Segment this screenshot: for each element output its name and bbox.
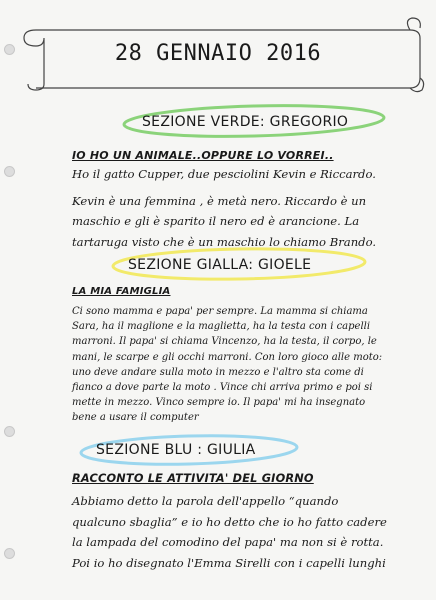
text-line: Abbiamo detto la parola dell'appello “quando [72, 494, 339, 508]
text-line: fianco a dove parte la moto . Vince chi arriva primo e poi si [72, 382, 373, 394]
binder-hole [4, 166, 15, 177]
section-subtitle-gialla: LA MIA FAMIGLIA [72, 286, 171, 297]
section-heading-gialla: SEZIONE GIALLA: GIOELE [128, 257, 312, 273]
binder-hole [4, 548, 15, 559]
section-subtitle-blu: RACCONTO LE ATTIVITA' DEL GIORNO [72, 472, 314, 485]
section-heading-blu: SEZIONE BLU : GIULIA [96, 442, 256, 458]
text-line: mette in mezzo. Vinco sempre io. Il papa' mi ha insegnato [72, 397, 366, 409]
text-line: tartaruga visto che è un maschio lo chiamo Brando. [72, 234, 377, 249]
text-line: Ho il gatto Cupper, due pesciolini Kevin e Riccardo. [72, 167, 376, 181]
text-line: maschio e gli è sparito il nero ed è arancione. La [72, 214, 360, 228]
text-line: qualcuno sbaglia” e io ho detto che io ho fatto cadere [72, 514, 387, 529]
text-line: marroni. Il papa' si chiama Vincenzo, ha la testa, il corpo, le [72, 336, 377, 348]
text-line: la lampada del comodino del papa' ma non si è rotta. [72, 535, 384, 549]
text-line: bene a usare il computer [72, 412, 199, 424]
section-text-blu [72, 491, 387, 573]
text-line: Sara, ha il maglione e la maglietta, ha la testa con i capelli [72, 321, 371, 333]
page-title: 28 GENNAIO 2016 [114, 41, 322, 66]
text-line: mani, le scarpe e gli occhi marroni. Con loro gioco alle moto: [72, 351, 383, 363]
section-subtitle-verde: IO HO UN ANIMALE..OPPURE LO VORREI.. [72, 149, 334, 162]
binder-hole [4, 426, 15, 437]
section-text-gialla [72, 304, 382, 426]
text-line: Poi io ho disegnato l'Emma Sirelli con i capelli lunghi [72, 555, 386, 570]
text-line: Kevin è una femmina , è metà nero. Riccardo è un [72, 193, 367, 208]
section-text-verde [72, 164, 376, 252]
section-heading-verde: SEZIONE VERDE: GREGORIO [142, 114, 349, 130]
text-line: uno deve andare sulla moto in mezzo e l'altro sta come di [72, 366, 364, 378]
text-line: Ci sono mamma e papa' per sempre. La mamma si chiama [72, 306, 368, 317]
